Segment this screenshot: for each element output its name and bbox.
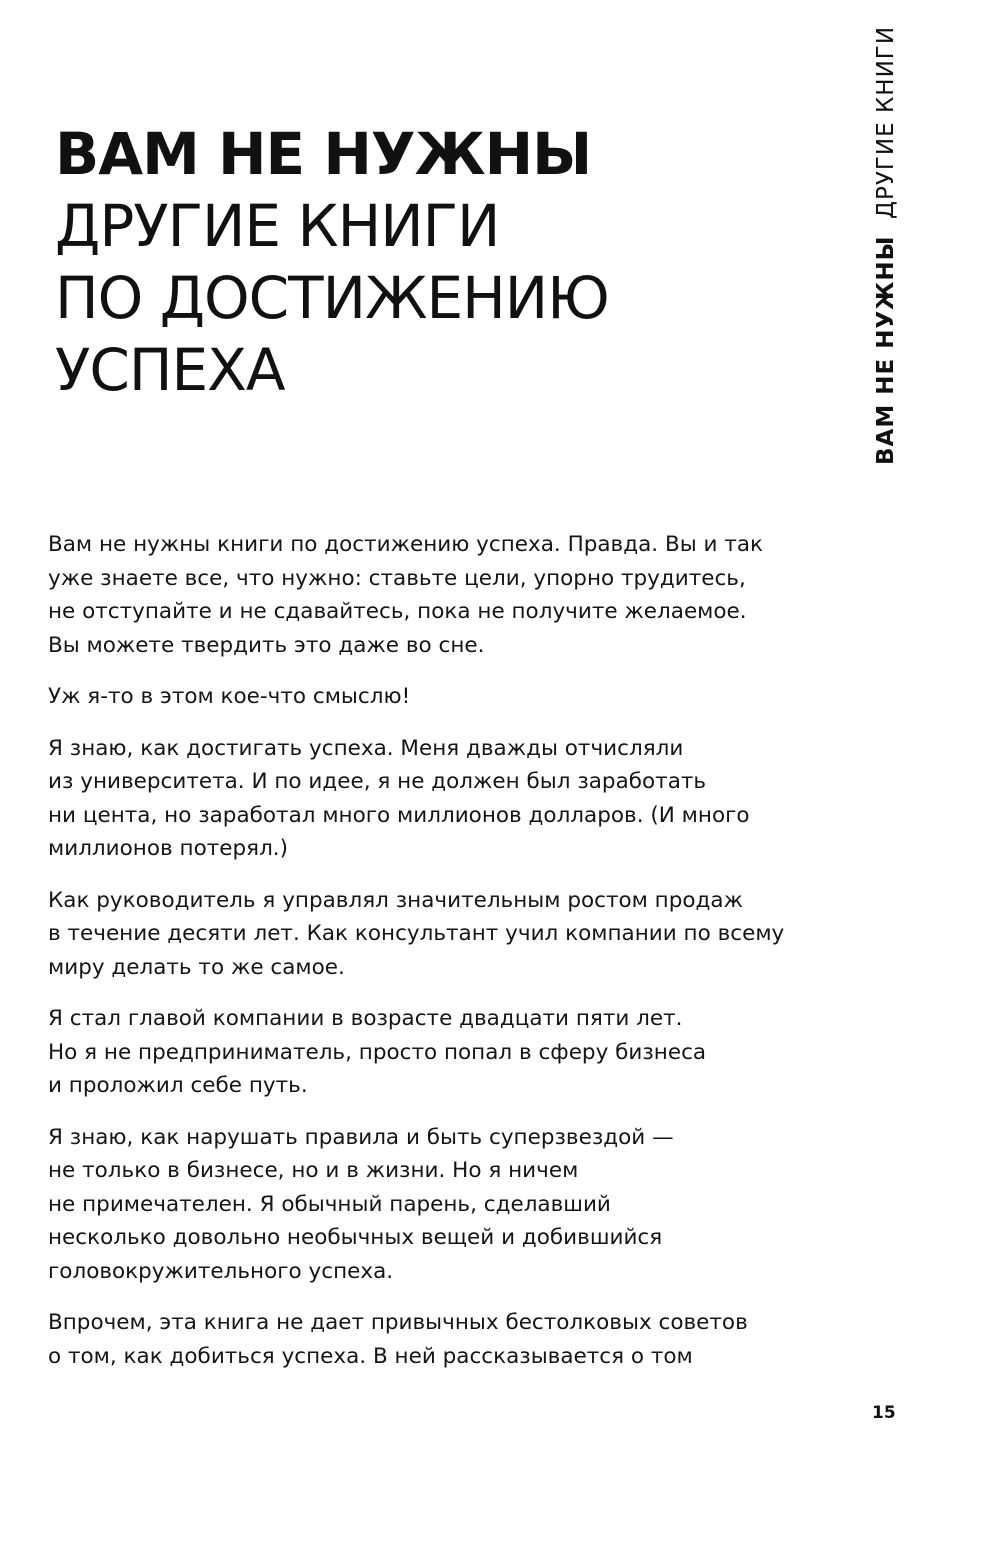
running-head [865, 26, 907, 465]
paragraph [48, 884, 828, 985]
paragraph-line: Я знаю, как достигать успеха. Меня дважды отчисляли [48, 735, 684, 761]
paragraph-line: Вам не нужны книги по достижению успеха. Правда. Вы и так [48, 532, 763, 557]
paragraph [48, 1121, 828, 1289]
paragraph-line: Я знаю, как нарушать правила и быть суперзвездой — [48, 1124, 674, 1150]
paragraph [48, 1002, 828, 1103]
paragraph-line: уже знаете все, что нужно: ставьте цели, упорно трудитесь, [48, 565, 746, 591]
running-head-bold: ВАМ НЕ НУЖНЫ [873, 235, 899, 465]
paragraph-line: Но я не предприниматель, просто попал в сферу бизнеса [48, 1039, 707, 1065]
chapter-title [55, 118, 775, 406]
chapter-title-line-2: ДРУГИЕ КНИГИ [55, 192, 500, 260]
paragraph-line: миру делать то же самое. [48, 954, 345, 980]
paragraph-line: из университета. И по идее, я не должен был заработать [48, 769, 707, 794]
paragraph-line: ни цента, но заработал много миллионов долларов. (И много [48, 802, 750, 828]
paragraph-line: головокружительного успеха. [48, 1258, 394, 1284]
paragraph-line: в течение десяти лет. Как консультант учил компании по всему [48, 921, 785, 946]
paragraph-line: Впрочем, эта книга не дает привычных бестолковых советов [48, 1310, 748, 1335]
paragraph [48, 732, 828, 866]
paragraph-line: Уж я-то в этом кое-что смыслю! [48, 684, 411, 709]
paragraph-line: несколько довольно необычных вещей и добившийся [48, 1225, 663, 1250]
paragraph [48, 1306, 828, 1373]
paragraph-line: и проложил себе путь. [48, 1073, 308, 1098]
paragraph-line: миллионов потерял.) [48, 836, 289, 861]
running-head-light-text: ДРУГИЕ КНИГИ [873, 25, 899, 219]
page-number: 15 [872, 1403, 896, 1423]
chapter-title-line-3: ПО ДОСТИЖЕНИЮ [55, 264, 609, 332]
paragraph-line: не отступайте и не сдавайтесь, пока не получите желаемое. [48, 599, 747, 624]
paragraph-line: Как руководитель я управлял значительным ростом продаж [48, 887, 743, 913]
chapter-title-line-4: УСПЕХА [55, 336, 285, 404]
body-text [48, 528, 828, 1391]
paragraph [48, 528, 828, 662]
paragraph-line: Я стал главой компании в возрасте двадцати пяти лет. [48, 1006, 683, 1031]
paragraph [48, 680, 828, 714]
paragraph-line: Вы можете твердить это даже во сне. [48, 632, 485, 658]
paragraph-line: о том, как добиться успеха. В ней рассказывается о том [48, 1343, 693, 1369]
running-head-light [873, 26, 899, 227]
paragraph-line: не только в бизнесе, но и в жизни. Но я ничем [48, 1158, 579, 1183]
chapter-title-line-1: ВАМ НЕ НУЖНЫ [55, 120, 592, 188]
paragraph-line: не примечателен. Я обычный парень, сделавший [48, 1191, 611, 1217]
